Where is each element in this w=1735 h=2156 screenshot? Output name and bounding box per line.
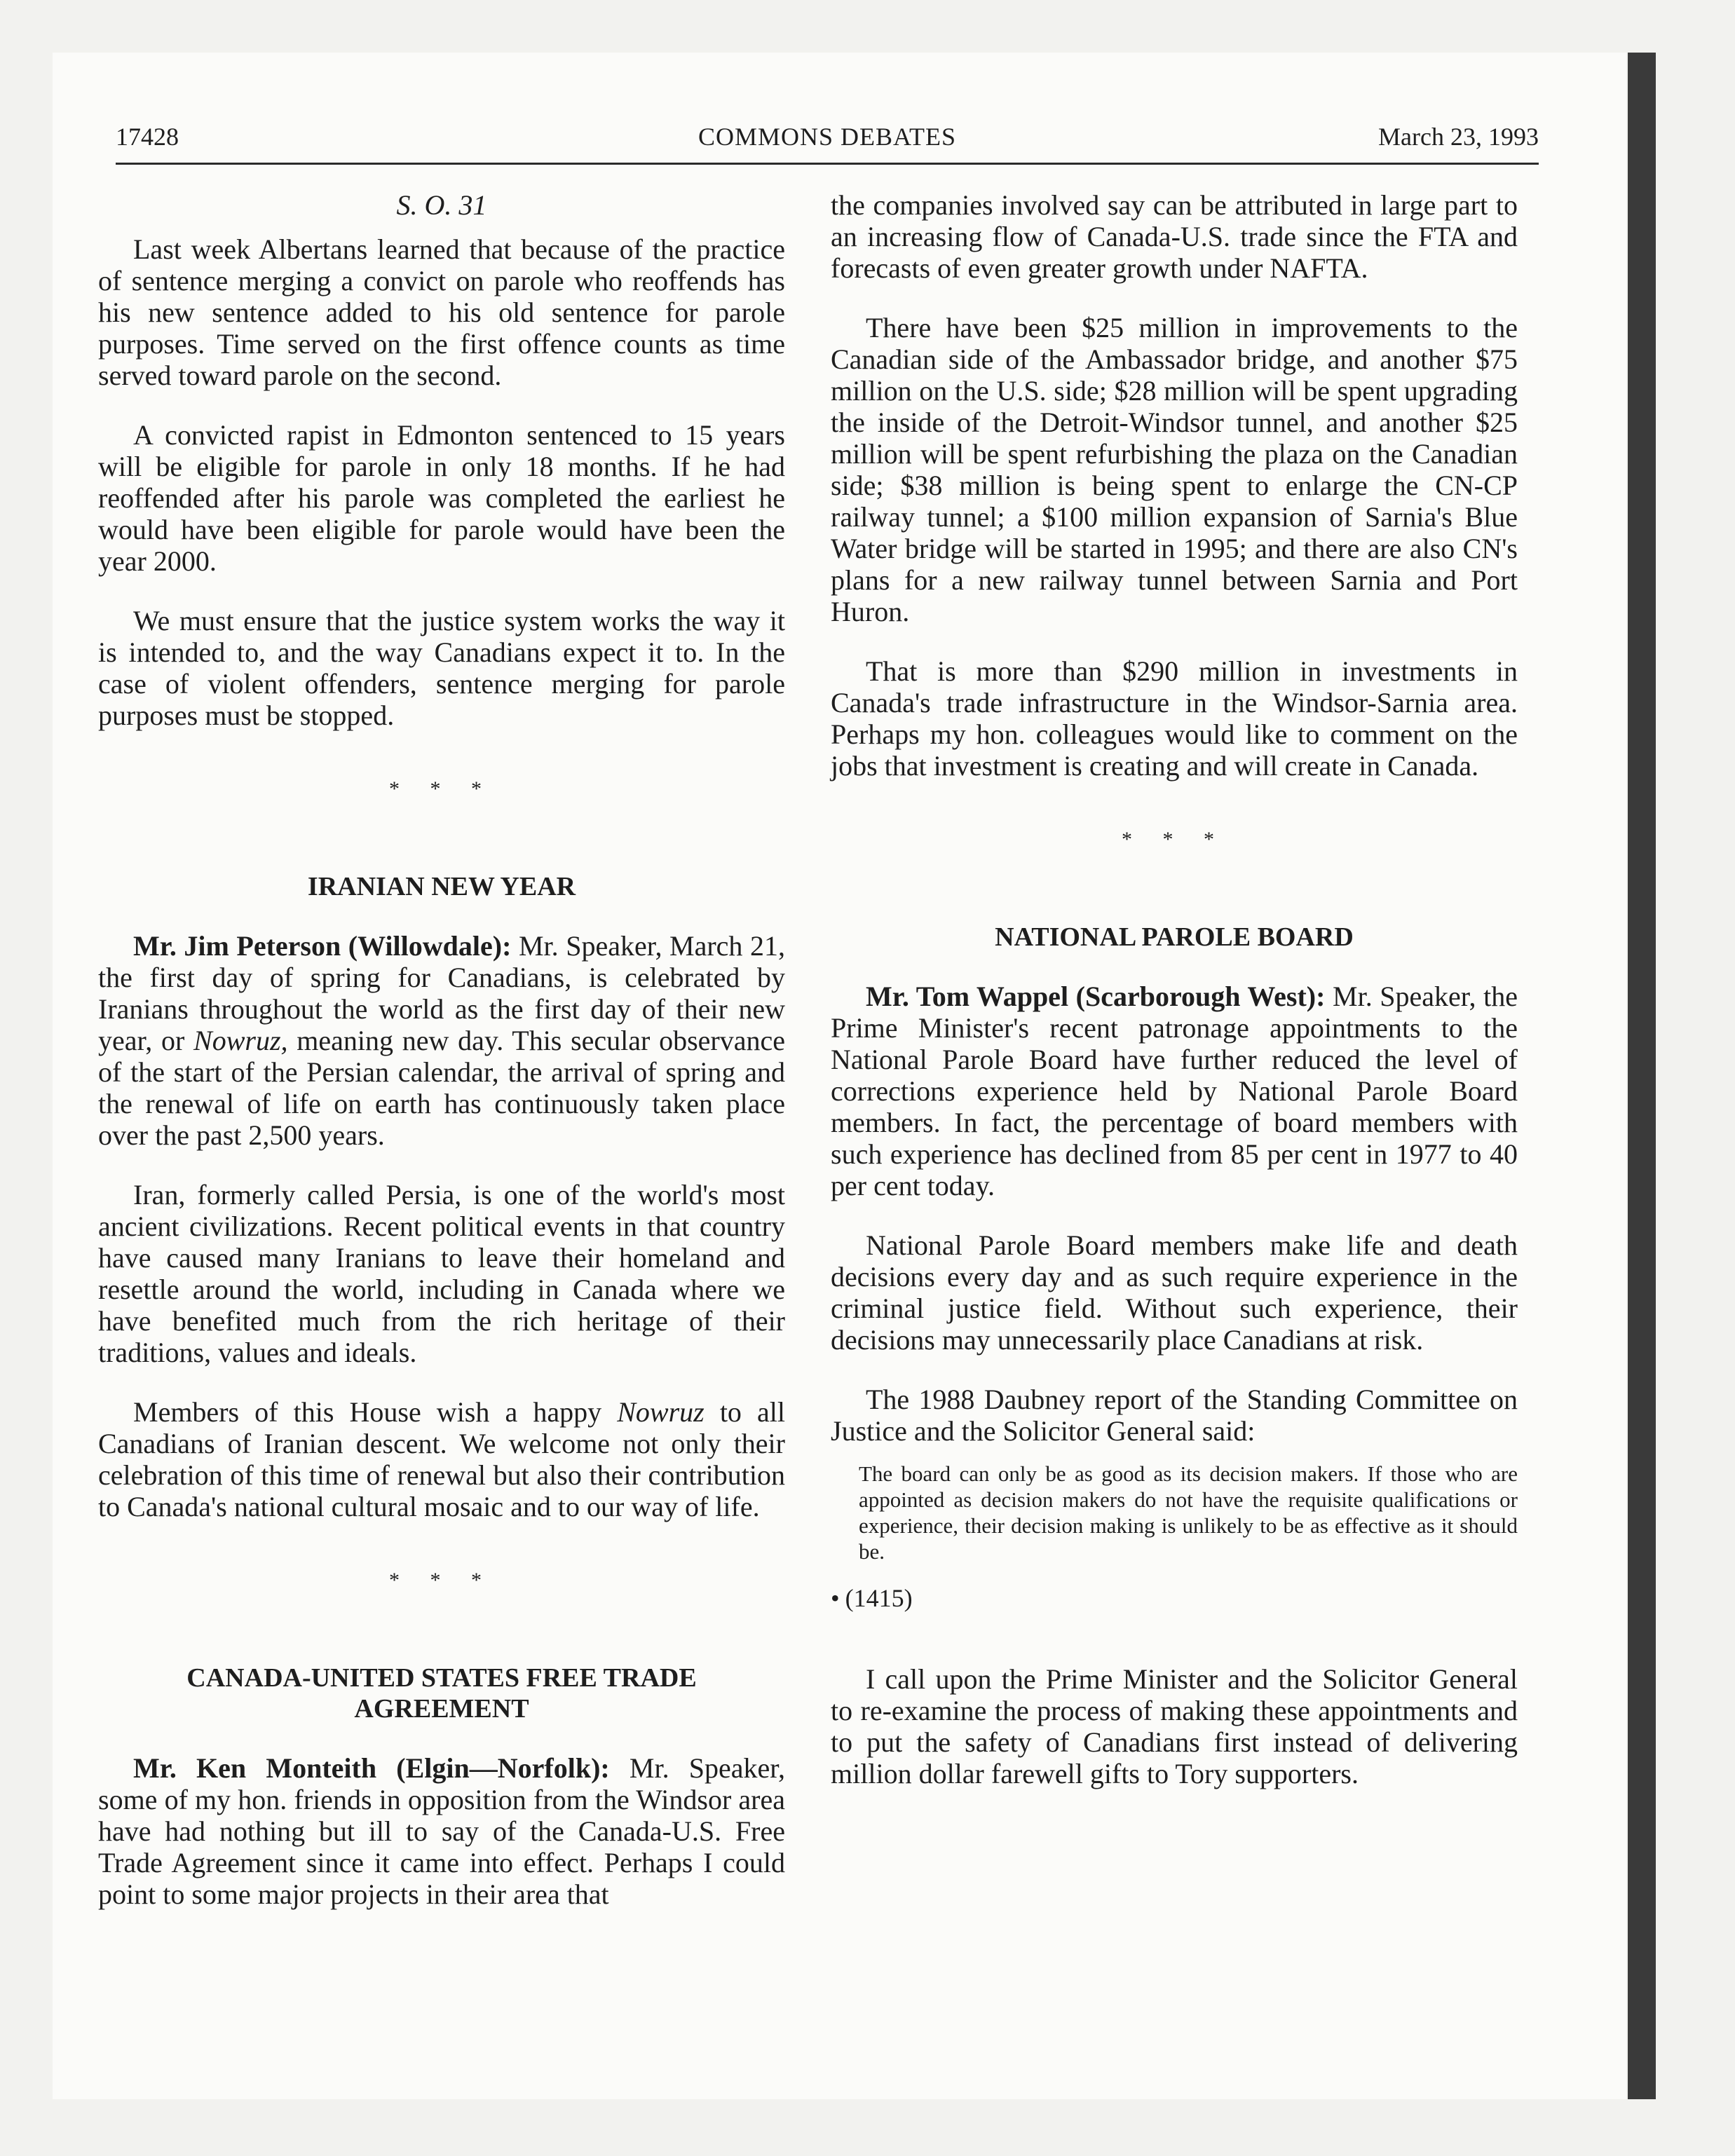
paragraph: We must ensure that the justice system works the way it is intended to, and the way Canadians expect it to. In the case of violent offenders, sentence merging for parole purposes must be stopped. [98, 605, 785, 731]
right-column [831, 189, 1518, 1817]
italic-term: Nowruz, [193, 1025, 288, 1056]
section-heading: IRANIAN NEW YEAR [307, 872, 576, 901]
page-number: 17428 [116, 123, 179, 151]
speech-text: Mr. Speaker, March 21, the first day of spring for Canadians, is celebrated by Iranians throughout the world as the first day of their new year, or [98, 930, 785, 1056]
bullet-icon: • [831, 1584, 840, 1612]
scan-binding-edge [1628, 53, 1656, 2099]
speech-text: Mr. Speaker, the Prime Minister's recent patronage appointments to the National Parole Board have further reduced the level of corrections experience held by National Parole Board members. In fact, the percentage of board members with such experience has declined from 85 per cent in 1977 to 40 per cent today. [831, 981, 1518, 1201]
block-quote: The board can only be as good as its decision makers. If those who are appointed as decision makers do not have the requisite qualifications or experience, their decision making is unlikely to be as effective as it should be. [859, 1461, 1518, 1564]
paragraph: Iran, formerly called Persia, is one of the world's most ancient civilizations. Recent political events in that country have caused many Iranians to leave their homeland and resettle around the world, including in Canada where we have benefited much from the rich heritage of their traditions, values and ideals. [98, 1179, 785, 1368]
left-column [98, 189, 785, 1938]
italic-term: Nowruz [617, 1396, 705, 1428]
page-header [116, 119, 1539, 165]
paragraph: The 1988 Daubney report of the Standing Committee on Justice and the Solicitor General said: [831, 1384, 1518, 1447]
speaker-name: Mr. Tom Wappel (Scarborough West): [866, 981, 1326, 1012]
section-heading: CANADA-UNITED STATES FREE TRADE AGREEMENT [186, 1663, 697, 1724]
paragraph: There have been $25 million in improvements to the Canadian side of the Ambassador bridge, and another $75 million on the U.S. side; $28 million will be spent upgrading the inside of the Detroit-Windsor tunnel, and another $25 million will be spent refurbishing the plaza on the Canadian side; $38 million is being spent to enlarge the CN-CP railway tunnel; a $100 million expansion of Sarnia's Blue Water bridge will be started in 1995; and there are also CN's plans for a new railway tunnel between Sarnia and Port Huron. [831, 312, 1518, 627]
speech-text: Mr. Speaker, some of my hon. friends in opposition from the Windsor area have had nothing but ill to say of the Canada-U.S. Free Trade Agreement since it came into effect. Perhaps I could point to some major projects in their area that [98, 1752, 786, 1910]
speech-paragraph [98, 930, 785, 1151]
speech-paragraph [98, 1752, 785, 1910]
speech-paragraph [831, 981, 1518, 1201]
section-separator: * * * [389, 1569, 494, 1592]
paragraph-continued: the companies involved say can be attributed in large part to an increasing flow of Canada-U.S. trade since the FTA and forecasts of even greater growth under NAFTA. [831, 189, 1518, 284]
paragraph: National Parole Board members make life and death decisions every day and as such require experience in the criminal justice field. Without such experience, their decisions may unnecessarily place Canadians at risk. [831, 1229, 1518, 1356]
time-stamp: (1415) [845, 1584, 913, 1612]
time-marker [831, 1583, 1518, 1614]
paragraph: A convicted rapist in Edmonton sentenced to 15 years will be eligible for parole in only 18 months. If he had reoffended after his parole was completed the earliest he would have been eligible for parole would have been the year 2000. [98, 419, 785, 577]
speaker-name: Mr. Jim Peterson (Willowdale): [133, 930, 512, 962]
section-heading: NATIONAL PAROLE BOARD [995, 922, 1354, 952]
speech-text: meaning new day. This secular observance of the start of the Persian calendar, the arrival of spring and the renewal of life on earth has continuously taken place over the past 2,500 years. [98, 1025, 785, 1151]
speaker-name: Mr. Ken Monteith (Elgin—Norfolk): [133, 1752, 610, 1784]
header-date: March 23, 1993 [1378, 123, 1539, 151]
paragraph: That is more than $290 million in investments in Canada's trade infrastructure in the Windsor-Sarnia area. Perhaps my hon. colleagues would like to comment on the jobs that investment is creating and will create in Canada. [831, 655, 1518, 782]
standing-order-marker: S. O. 31 [396, 189, 487, 221]
paragraph: I call upon the Prime Minister and the Solicitor General to re-examine the process of making these appointments and to put the safety of Canadians first instead of delivering million dollar farewell gifts to Tory supporters. [831, 1663, 1518, 1789]
section-separator: * * * [389, 777, 494, 800]
journal-title: COMMONS DEBATES [698, 123, 957, 151]
speech-text: Members of this House wish a happy [133, 1396, 602, 1428]
section-separator: * * * [1122, 828, 1227, 851]
speech-paragraph [98, 1396, 785, 1522]
speech-text: to all Canadians of Iranian descent. We welcome not only their celebration of this time of renewal but also their contribution to Canada's national cultural mosaic and to our way of life. [98, 1396, 786, 1522]
paragraph: Last week Albertans learned that because of the practice of sentence merging a convict on parole who reoffends has his new sentence added to his old sentence for parole purposes. Time served on the first offence counts as time served toward parole on the second. [98, 233, 785, 391]
